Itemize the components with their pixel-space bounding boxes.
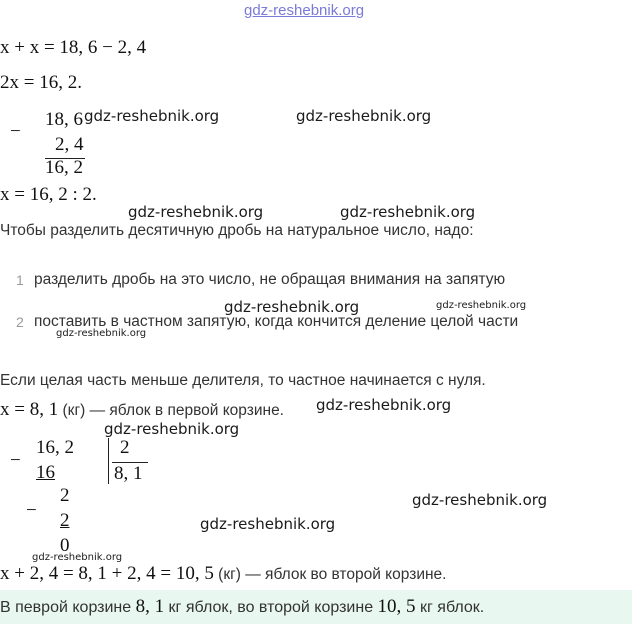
subtraction-result: 16, 2 [45, 157, 83, 178]
division-dividend: 16, 2 [36, 437, 74, 458]
zero-rule: Если целая часть меньше делителя, то частное начинается с нуля. [0, 372, 486, 389]
division-bracket-vertical [108, 438, 109, 484]
subtraction-minus: − [10, 121, 21, 142]
answer-text: кг яблок, во второй корзине [164, 599, 378, 616]
division-divisor: 2 [120, 437, 130, 458]
watermark: gdz-reshebnik.org [56, 328, 147, 339]
answer-value: 10, 5 [377, 596, 416, 617]
watermark: gdz-reshebnik.org [436, 300, 527, 311]
rule-intro: Чтобы разделить десятичную дробь на натуральное число, надо: [0, 222, 474, 239]
division-minus-2: − [26, 500, 37, 521]
equation-4-text: (кг) — яблок в первой корзине. [58, 402, 284, 419]
step-number: 1 [16, 272, 24, 288]
division-subtracted-2: 2 [60, 510, 70, 531]
division-minus: − [10, 450, 21, 471]
equation-5 [0, 563, 446, 585]
equation-4-math: x = 8, 1 [0, 399, 59, 420]
answer-line [0, 596, 484, 618]
answer-text: кг яблок. [415, 599, 485, 616]
watermark: gdz-reshebnik.org [128, 203, 264, 221]
step-number: 2 [16, 314, 24, 330]
watermark: gdz-reshebnik.org [104, 420, 240, 438]
equation-4 [0, 399, 284, 421]
equation-3: x = 16, 2 : 2. [0, 184, 97, 205]
answer-value: 8, 1 [135, 596, 165, 617]
watermark: gdz-reshebnik.org [412, 491, 548, 509]
answer-text: В певрой корзине [0, 599, 136, 616]
division-final: 0 [60, 535, 70, 556]
watermark: gdz-reshebnik.org [316, 396, 452, 414]
equation-2: 2x = 16, 2. [0, 72, 82, 93]
division-subtracted: 16 [36, 462, 55, 483]
subtraction-minuend: 18, 6 [45, 109, 83, 130]
division-remainder: 2 [60, 485, 70, 506]
watermark: gdz-reshebnik.org [340, 203, 476, 221]
equation-1: x + x = 18, 6 − 2, 4 [0, 37, 147, 58]
watermark: gdz-reshebnik.org [296, 107, 432, 125]
watermark: gdz-reshebnik.org [200, 515, 336, 533]
subtraction-subtrahend: 2, 4 [55, 134, 84, 155]
equation-5-text: (кг) — яблок во второй корзине. [213, 566, 447, 583]
watermark: gdz-reshebnik.org [84, 107, 220, 125]
watermark-top[interactable]: gdz-reshebnik.org [244, 2, 365, 19]
step-text: поставить в частном запятую, когда кончится деление целой части [34, 313, 519, 330]
watermark: gdz-reshebnik.org [224, 298, 360, 316]
watermark: gdz-reshebnik.org [32, 552, 123, 563]
equation-5-math: x + 2, 4 = 8, 1 + 2, 4 = 10, 5 [0, 563, 214, 584]
answer-box [0, 590, 632, 624]
division-quotient: 8, 1 [114, 463, 143, 484]
step-text: разделить дробь на это число, не обращая внимания на запятую [34, 271, 506, 288]
